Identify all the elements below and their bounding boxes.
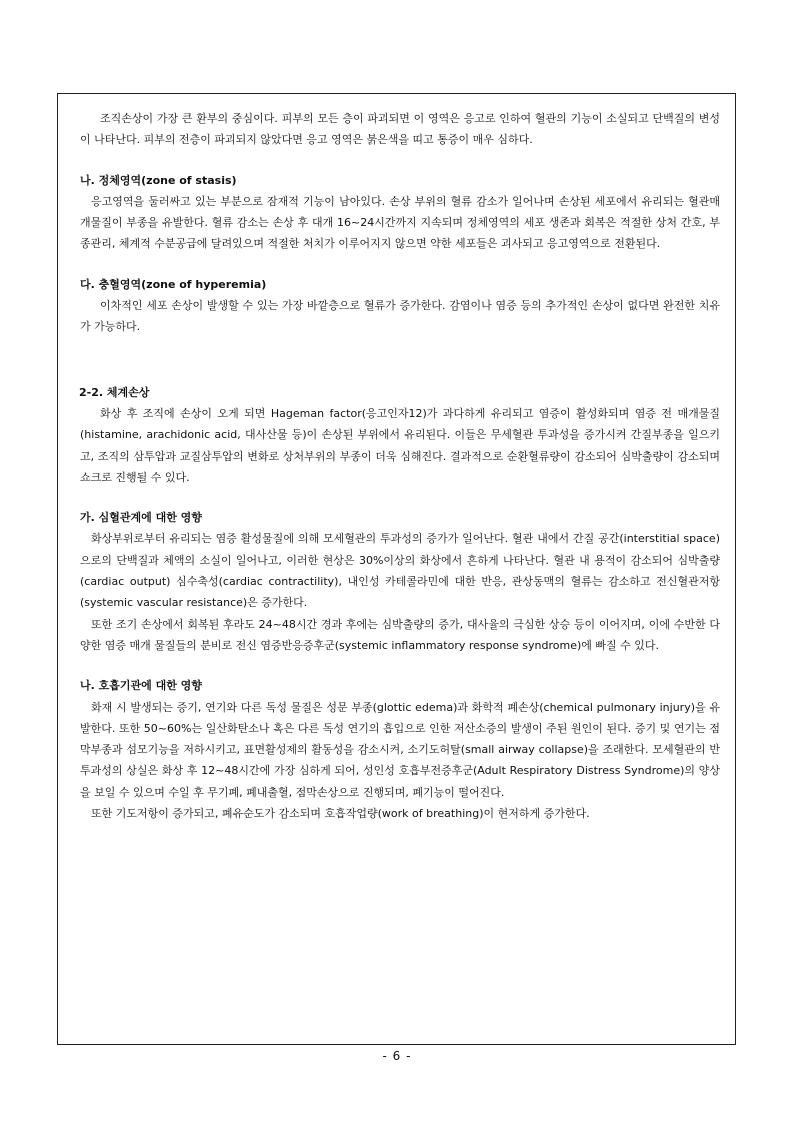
paragraph-cardiovascular-1: 화상부위로부터 유리되는 염증 활성물질에 의해 모세혈관의 투과성의 증가가 일어난다. 혈관 내에서 간질 공간(interstitial space)으로의 단백질과 체액의 소실이 일어나고, 이러한 현상은 30%이상의 화상에서 흔하게 나타난다. 혈관 내 용적이 감소되어 심박출량(cardiac output) 심수축성(cardiac contractility), 내인성 카테콜라민에 대한 반응, 관상동맥의 혈류는 감소하고 전신혈관저항(systemic vascular resistance)은 증가한다. <box>80 532 720 610</box>
page-content <box>80 108 720 824</box>
page-frame <box>57 93 736 1045</box>
paragraph-zone-of-stasis: 응고영역을 둘러싸고 있는 부분으로 잠재적 기능이 남아있다. 손상 부위의 혈류 감소가 일어나며 손상된 세포에서 유리되는 혈관매개물질이 부종을 유발한다. 혈류 감소는 손상 후 대개 16~24시간까지 지속되며 정체영역의 세포 생존과 회복은 적절한 상처 간호, 부종관리, 체계적 수분공급에 달려있으며 적절한 처치가 이루어지지 않으면 약한 세포들은 괴사되고 응고영역으로 전환된다. <box>80 194 720 251</box>
paragraph-respiratory-1: 화재 시 발생되는 증기, 연기와 다른 독성 물질은 성문 부종(glottic edema)과 화학적 폐손상(chemical pulmonary injury)을 유발한다. 또한 50~60%는 일산화탄소나 혹은 다른 독성 연기의 흡입으로 인한 저산소증의 발생이 주된 원인이 된다. 증기 및 연기는 점막부종과 섬모기능을 저하시키고, 표면활성제의 활동성을 감소시켜, 소기도허탈(small airway collapse)을 조래한다. 모세혈관의 반투과성의 상실은 화상 후 12~48시간에 가장 심하게 되어, 성인성 호흡부전증후군(Adult Respiratory Distress Syndrome)의 양상을 보일 수 있으며 수일 후 무기폐, 폐내출혈, 점막손상으로 진행되며, 폐기능이 떨어진다. <box>80 700 720 799</box>
paragraph-respiratory-2: 또한 기도저항이 증가되고, 폐유순도가 감소되며 호흡작업량(work of breathing)이 현저하게 증가한다. <box>91 807 590 821</box>
heading-systemic-injury: 2-2. 체계손상 <box>79 385 150 399</box>
paragraph-cardiovascular-2: 또한 조기 손상에서 회복된 후라도 24~48시간 경과 후에는 심박출량의 증가, 대사율의 극심한 상승 등이 이어지며, 이에 수반한 다양한 염증 매개 물질들의 분비로 전신 염증반응증후군(systemic inflammatory response syndrome)에 빠질 수 있다. <box>80 617 720 652</box>
paragraph-necrosis-zone: 조직손상이 가장 큰 환부의 중심이다. 피부의 모든 층이 파괴되면 이 영역은 응고로 인하여 혈관의 기능이 소실되고 단백질의 변성이 나타난다. 피부의 전층이 파괴되지 않았다면 응고 영역은 붉은색을 띠고 통증이 매우 심하다. <box>80 112 720 147</box>
heading-respiratory-effects: 나. 호흡기관에 대한 영향 <box>80 679 202 693</box>
heading-zone-of-hyperemia: 다. 충혈영역(zone of hyperemia) <box>80 277 267 291</box>
paragraph-zone-of-hyperemia: 이차적인 세포 손상이 발생할 수 있는 가장 바깥층으로 혈류가 증가한다. 감염이나 염증 등의 추가적인 손상이 없다면 완전한 치유가 가능하다. <box>80 299 720 334</box>
page-number: - 6 - <box>382 1049 412 1063</box>
paragraph-systemic-injury: 화상 후 조직에 손상이 오게 되면 Hageman factor(응고인자12)가 과다하게 유리되고 염증이 활성화되며 염증 전 매개물질(histamine, arachidonic acid, 대사산물 등)이 손상된 부위에서 유리된다. 이들은 무세혈관 투과성을 증가시켜 간질부종을 일으키고, 조직의 삼투압과 교질삼투압의 변화로 상처부위의 부종이 더욱 심해진다. 결과적으로 순환혈류량이 감소되어 심박출량이 감소되며 쇼크로 진행될 수 있다. <box>80 406 720 484</box>
heading-zone-of-stasis: 나. 정체영역(zone of stasis) <box>80 173 237 187</box>
heading-cardiovascular-effects: 가. 심혈관계에 대한 영향 <box>80 511 202 525</box>
